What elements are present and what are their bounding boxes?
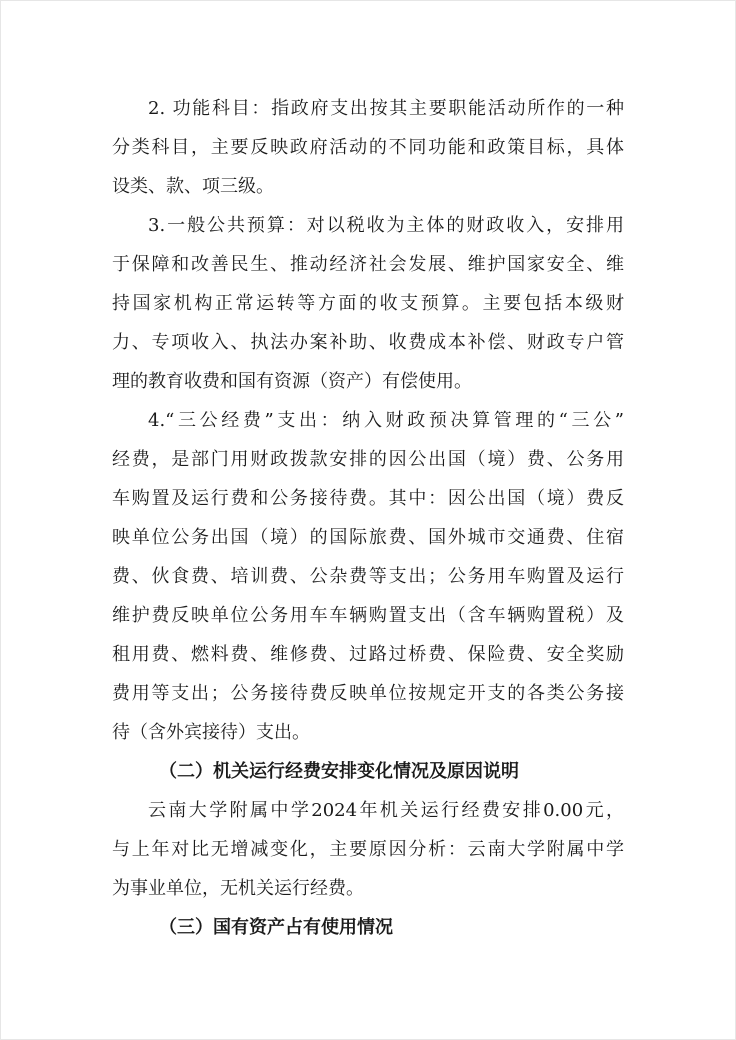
paragraph-general-budget-line-3: 持国家机构正常运转等方面的收支预算。主要包括本级财 [112,293,624,314]
paragraph-three-public-expenses-line-4: 映单位公务出国（境）的国际旅费、国外城市交通费、住宿 [112,527,624,548]
paragraph-general-budget-line-1: 3.一般公共预算：对以税收为主体的财政收入，安排用 [148,215,624,236]
paragraph-operating-expenses-line-2: 与上年对比无增减变化，主要原因分析：云南大学附属中学 [112,839,624,860]
paragraph-three-public-expenses-line-9: 待（含外宾接待）支出。 [112,722,310,743]
paragraph-three-public-expenses-line-3: 车购置及运行费和公务接待费。其中：因公出国（境）费反 [112,488,624,509]
paragraph-operating-expenses-line-1: 云南大学附属中学2024年机关运行经费安排0.00元， [148,800,624,821]
paragraph-three-public-expenses-line-7: 租用费、燃料费、维修费、过路过桥费、保险费、安全奖励 [112,644,624,665]
paragraph-three-public-expenses-line-1: 4.“三公经费”支出：纳入财政预决算管理的“三公” [148,410,624,431]
section-heading-operating-expenses: （二）机关运行经费安排变化情况及原因说明 [159,761,519,782]
paragraph-general-budget-line-4: 力、专项收入、执法办案补助、收费成本补偿、财政专户管 [112,332,624,353]
paragraph-general-budget-line-2: 于保障和改善民生、推动经济社会发展、维护国家安全、维 [112,254,624,275]
paragraph-three-public-expenses-line-8: 费用等支出；公务接待费反映单位按规定开支的各类公务接 [112,683,624,704]
paragraph-three-public-expenses-line-6: 维护费反映单位公务用车车辆购置支出（含车辆购置税）及 [112,605,624,626]
paragraph-operating-expenses-line-3: 为事业单位，无机关运行经费。 [112,878,364,899]
paragraph-general-budget-line-5: 理的教育收费和国有资源（资产）有偿使用。 [112,371,472,392]
paragraph-functional-subject-line-2: 分类科目，主要反映政府活动的不同功能和政策目标，具体 [112,137,624,158]
paragraph-functional-subject-line-3: 设类、款、项三级。 [112,176,274,197]
paragraph-functional-subject-line-1: 2. 功能科目：指政府支出按其主要职能活动所作的一种 [148,98,624,119]
paragraph-three-public-expenses-line-2: 经费，是部门用财政拨款安排的因公出国（境）费、公务用 [112,449,624,470]
section-heading-state-assets: （三）国有资产占有使用情况 [159,917,393,938]
paragraph-three-public-expenses-line-5: 费、伙食费、培训费、公杂费等支出；公务用车购置及运行 [112,566,624,587]
